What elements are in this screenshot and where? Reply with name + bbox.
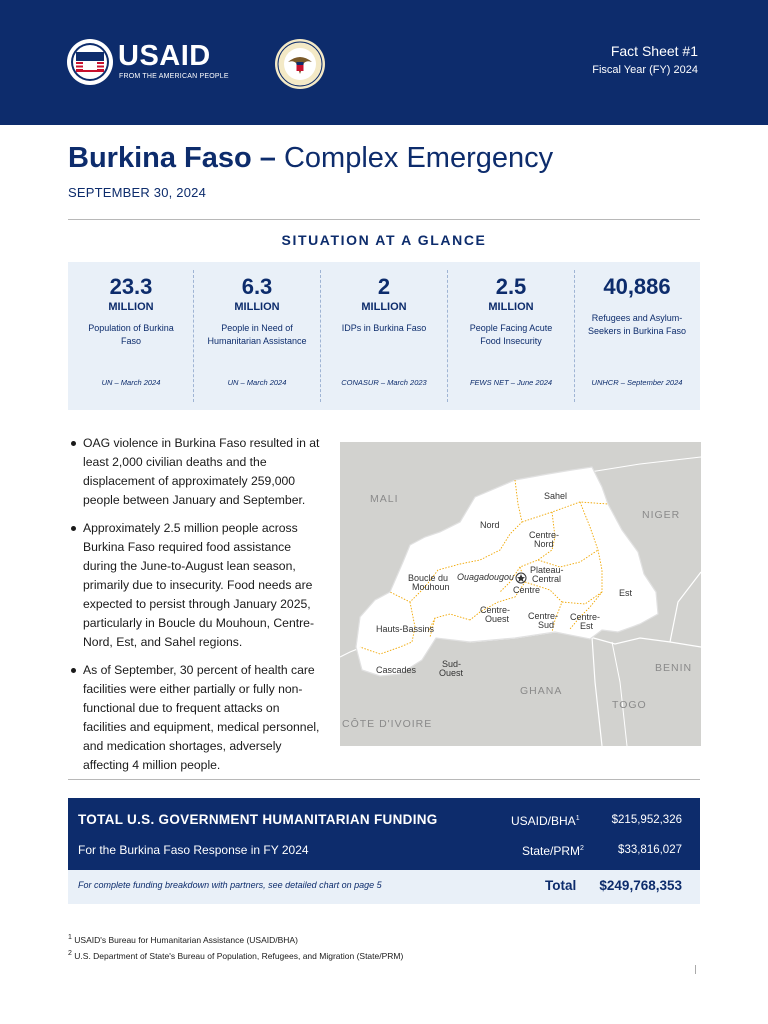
region-centre-sud-line2: Sud bbox=[538, 620, 555, 630]
stat-description: People in Need of Humanitarian Assistance bbox=[207, 323, 307, 346]
burkina-faso-map bbox=[340, 442, 701, 746]
label-togo: TOGO bbox=[612, 699, 647, 711]
bullet-item: Approximately 2.5 million people across Burkina Faso required food assistance during the June-to-August lean season, primarily due to insecurity. Food needs are expected to persist through January 2025, particularly in Boucle du Mouhoun, Centre-Nord, Est, and Sahel regions. bbox=[68, 519, 324, 652]
footnote-text: U.S. Department of State's Bureau of Population, Refugees, and Migration (State/PRM) bbox=[74, 950, 404, 961]
stat-description: Population of Burkina Faso bbox=[88, 323, 174, 346]
region-nord: Nord bbox=[480, 520, 500, 530]
region-centre-ouest-line2: Ouest bbox=[485, 614, 510, 624]
region-centre-nord-line2: Nord bbox=[534, 539, 554, 549]
page-marker bbox=[695, 965, 696, 974]
stat-idps bbox=[321, 262, 447, 410]
region-centre-nord: Centre- bbox=[529, 530, 560, 540]
footnote bbox=[68, 934, 298, 945]
region-boucle-du-mouhoun: Boucle du bbox=[408, 573, 449, 583]
stat-population bbox=[68, 262, 194, 410]
region-plateau-central: Plateau- bbox=[530, 565, 564, 575]
usaid-seal-icon bbox=[66, 38, 114, 86]
region-sud-ouest: Sud- bbox=[442, 659, 462, 669]
fiscal-year: Fiscal Year (FY) 2024 bbox=[592, 64, 698, 76]
stat-number: 40,886 bbox=[603, 274, 671, 299]
stat-unit: MILLION bbox=[488, 301, 534, 313]
footnote bbox=[68, 950, 403, 961]
region-centre-sud: Centre- bbox=[528, 611, 559, 621]
region-sahel: Sahel bbox=[544, 491, 568, 501]
glance-heading: SITUATION AT A GLANCE bbox=[281, 232, 487, 248]
footnote-number: 1 bbox=[68, 934, 72, 941]
section-divider bbox=[68, 779, 700, 780]
state-department-seal-icon bbox=[274, 38, 326, 90]
stat-number: 23.3 bbox=[109, 274, 153, 299]
capital-ouagadougou: Ouagadougou bbox=[457, 572, 515, 582]
fact-sheet-number: Fact Sheet #1 bbox=[610, 43, 698, 59]
region-centre: Centre bbox=[513, 585, 541, 595]
funding-note: For complete funding breakdown with partners, see detailed chart on page 5 bbox=[78, 880, 382, 890]
header-banner bbox=[0, 0, 768, 125]
stat-number: 2.5 bbox=[495, 274, 527, 299]
label-benin: BENIN bbox=[655, 662, 693, 674]
situation-at-a-glance-panel bbox=[68, 262, 700, 410]
title-country: Burkina Faso – bbox=[68, 142, 276, 174]
stat-food-insecurity bbox=[448, 262, 574, 410]
label-ghana: GHANA bbox=[520, 685, 563, 697]
key-developments-list bbox=[68, 434, 324, 784]
funding-row-label-text: USAID/BHA bbox=[511, 814, 576, 828]
funding-subheading: For the Burkina Faso Response in FY 2024 bbox=[78, 843, 309, 857]
funding-header-bar bbox=[68, 798, 700, 870]
footnote-text: USAID's Bureau for Humanitarian Assistance (USAID/BHA) bbox=[74, 934, 298, 945]
region-est: Est bbox=[619, 588, 633, 598]
region-centre-est: Centre- bbox=[570, 612, 601, 622]
stat-description: IDPs in Burkina Faso bbox=[341, 323, 427, 333]
region-plateau-central-line2: Central bbox=[532, 574, 562, 584]
region-cascades: Cascades bbox=[376, 665, 417, 675]
stat-number: 2 bbox=[377, 274, 391, 299]
region-centre-est-line2: Est bbox=[580, 621, 594, 631]
footnote-number: 2 bbox=[68, 950, 72, 957]
title-subject: Complex Emergency bbox=[275, 142, 554, 174]
stat-unit: MILLION bbox=[108, 301, 154, 313]
funding-total-value: $249,768,353 bbox=[599, 878, 682, 893]
usaid-wordmark: USAID bbox=[118, 40, 211, 72]
stat-description: People Facing Acute Food Insecurity bbox=[469, 323, 553, 346]
stat-source: UN – March 2024 bbox=[101, 378, 161, 387]
stat-source: UNHCR – September 2024 bbox=[591, 378, 683, 387]
stat-unit: MILLION bbox=[234, 301, 280, 313]
funding-row-label-text: State/PRM bbox=[522, 844, 581, 858]
stat-unit: MILLION bbox=[361, 301, 407, 313]
stat-source: CONASUR – March 2023 bbox=[341, 378, 427, 387]
usaid-tagline: FROM THE AMERICAN PEOPLE bbox=[119, 73, 229, 80]
footnote-ref: 1 bbox=[575, 815, 580, 822]
funding-heading: TOTAL U.S. GOVERNMENT HUMANITARIAN FUNDING bbox=[78, 812, 438, 827]
page-title bbox=[68, 142, 553, 175]
stat-source: FEWS NET – June 2024 bbox=[469, 378, 553, 387]
region-sud-ouest-line2: Ouest bbox=[439, 668, 464, 678]
bullet-item: OAG violence in Burkina Faso resulted in at least 2,000 civilian deaths and the displacement of approximately 259,000 people between January and September. bbox=[68, 434, 324, 510]
funding-row-value: $215,952,326 bbox=[611, 814, 682, 826]
funding-total-label: Total bbox=[545, 878, 577, 893]
stat-source: UN – March 2024 bbox=[227, 378, 287, 387]
funding-row-value: $33,816,027 bbox=[618, 844, 682, 856]
top-divider bbox=[68, 219, 700, 220]
usaid-logo bbox=[66, 38, 241, 90]
footnote-ref: 2 bbox=[580, 845, 584, 852]
region-hauts-bassins: Hauts-Bassins bbox=[376, 624, 435, 634]
funding-total-bar bbox=[68, 870, 700, 904]
region-boucle-du-mouhoun-line2: Mouhoun bbox=[412, 582, 450, 592]
region-centre-ouest: Centre- bbox=[480, 605, 511, 615]
capital-star-icon bbox=[516, 573, 526, 583]
label-cote-divoire: CÔTE D'IVOIRE bbox=[342, 718, 433, 730]
stat-people-in-need bbox=[194, 262, 320, 410]
stat-refugees bbox=[574, 262, 700, 410]
bullet-item: As of September, 30 percent of health care facilities were either partially or fully non-functional due to frequent attacks on facilities and equipment, medical personnel, and medication shortages, adversely affecting 4 million people. bbox=[68, 661, 324, 775]
stat-number: 6.3 bbox=[241, 274, 273, 299]
report-date: SEPTEMBER 30, 2024 bbox=[68, 185, 206, 200]
label-mali: MALI bbox=[370, 493, 399, 505]
funding-row-label bbox=[522, 844, 584, 858]
funding-row-label bbox=[511, 814, 580, 828]
funding-panel bbox=[68, 798, 700, 904]
label-niger: NIGER bbox=[642, 509, 681, 521]
stat-description: Refugees and Asylum-Seekers in Burkina Faso bbox=[587, 313, 687, 336]
